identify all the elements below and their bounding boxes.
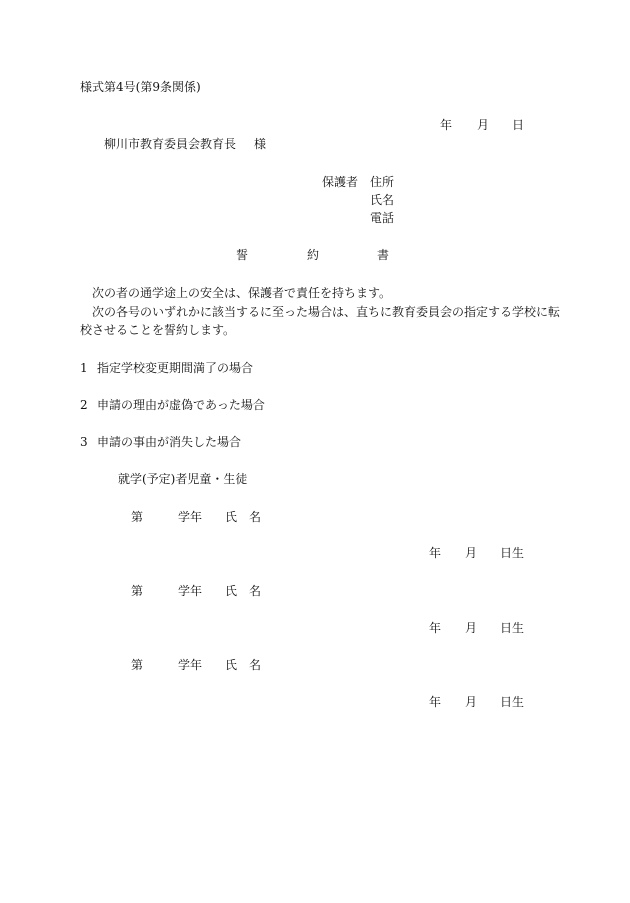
title-char-3: 書 <box>377 248 390 262</box>
grade-label: 学年 <box>178 510 203 524</box>
birth-day: 日生 <box>500 621 525 635</box>
body-paragraph-2-line-2: 校させることを誓約します。 <box>80 323 236 337</box>
item-number: 1 <box>80 361 88 375</box>
guardian-label: 保護者 <box>322 175 359 189</box>
grade-label: 学年 <box>178 584 203 598</box>
item-text: 指定学校変更期間満了の場合 <box>97 361 254 375</box>
item-number: 3 <box>80 435 88 449</box>
form-number: 様式第4号(第9条関係) <box>80 80 201 94</box>
birth-month: 月 <box>465 621 478 635</box>
grade-label: 学年 <box>178 658 203 672</box>
item-text: 申請の理由が虚偽であった場合 <box>97 398 265 412</box>
birth-year: 年 <box>429 546 442 560</box>
birth-month: 月 <box>465 695 478 709</box>
name-label-shi: 氏 <box>225 658 238 672</box>
grade-prefix: 第 <box>131 584 144 598</box>
date-month: 月 <box>477 118 490 132</box>
date-day: 日 <box>512 118 525 132</box>
birth-day: 日生 <box>500 695 525 709</box>
body-paragraph-2-line-1: 次の各号のいずれかに該当するに至った場合は、直ちに教育委員会の指定する学校に転 <box>92 305 561 319</box>
item-text: 申請の事由が消失した場合 <box>97 435 242 449</box>
name-label-shi: 氏 <box>225 584 238 598</box>
birth-day: 日生 <box>500 546 525 560</box>
birth-year: 年 <box>429 621 442 635</box>
grade-prefix: 第 <box>131 510 144 524</box>
name-label-mei: 名 <box>249 584 262 598</box>
title-char-2: 約 <box>307 248 320 262</box>
birth-month: 月 <box>465 546 478 560</box>
guardian-address-label: 住所 <box>370 175 395 189</box>
name-label-mei: 名 <box>249 658 262 672</box>
birth-year: 年 <box>429 695 442 709</box>
body-paragraph-1: 次の者の通学途上の安全は、保護者で責任を持ちます。 <box>92 286 392 300</box>
name-label-mei: 名 <box>249 510 262 524</box>
grade-prefix: 第 <box>131 658 144 672</box>
addressee-honorific: 様 <box>254 137 267 151</box>
item-number: 2 <box>80 398 88 412</box>
date-year: 年 <box>440 118 453 132</box>
guardian-phone-label: 電話 <box>370 211 395 225</box>
addressee-name: 柳川市教育委員会教育長 <box>104 137 237 151</box>
title-char-1: 誓 <box>236 248 249 262</box>
students-label: 就学(予定)者児童・生徒 <box>118 472 248 486</box>
name-label-shi: 氏 <box>225 510 238 524</box>
guardian-name-label: 氏名 <box>370 193 395 207</box>
